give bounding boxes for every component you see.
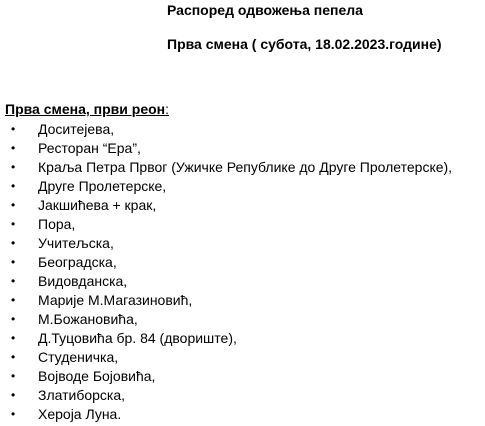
bullet-icon: • [11, 217, 16, 231]
street-name: Златиборска, [38, 387, 126, 403]
street-name: Ресторан “Ера”, [38, 140, 141, 156]
street-name: Пора, [38, 216, 76, 232]
bullet-icon: • [11, 407, 16, 421]
street-name: Војводе Бојовића, [38, 368, 156, 384]
section-heading-text: Прва смена, први реон [5, 101, 166, 117]
street-name: Друге Пролетерске, [38, 178, 167, 194]
street-name: Краља Петра Првог (Ужичке Републике до Друге Пролетерске), [38, 159, 453, 175]
street-name: Београдска, [38, 254, 117, 270]
document-title: Распоред одвожења пепела [167, 2, 363, 18]
section-heading [5, 101, 169, 117]
bullet-icon: • [11, 122, 16, 136]
street-name: Хероја Луна. [38, 406, 122, 422]
bullet-icon: • [11, 236, 16, 250]
shift-date-line: Прва смена ( субота, 18.02.2023.године) [167, 36, 442, 52]
bullet-icon: • [11, 274, 16, 288]
section-heading-colon: : [165, 101, 170, 117]
bullet-icon: • [11, 255, 16, 269]
bullet-icon: • [11, 198, 16, 212]
bullet-icon: • [11, 160, 16, 174]
bullet-icon: • [11, 312, 16, 326]
street-name: Видовданска, [38, 273, 128, 289]
bullet-icon: • [11, 331, 16, 345]
bullet-icon: • [11, 369, 16, 383]
bullet-icon: • [11, 388, 16, 402]
bullet-icon: • [11, 179, 16, 193]
street-name: Учитељска, [38, 235, 114, 251]
street-name: Д.Туцовића бр. 84 (двориште), [38, 330, 237, 346]
bullet-icon: • [11, 141, 16, 155]
street-name: Доситејева, [38, 121, 115, 137]
street-name: Студеничка, [38, 349, 119, 365]
street-name: М.Божановића, [38, 311, 138, 327]
bullet-icon: • [11, 293, 16, 307]
bullet-icon: • [11, 350, 16, 364]
street-name: Марије М.Магазиновић, [38, 292, 193, 308]
street-name: Јакшићева + крак, [38, 197, 157, 213]
